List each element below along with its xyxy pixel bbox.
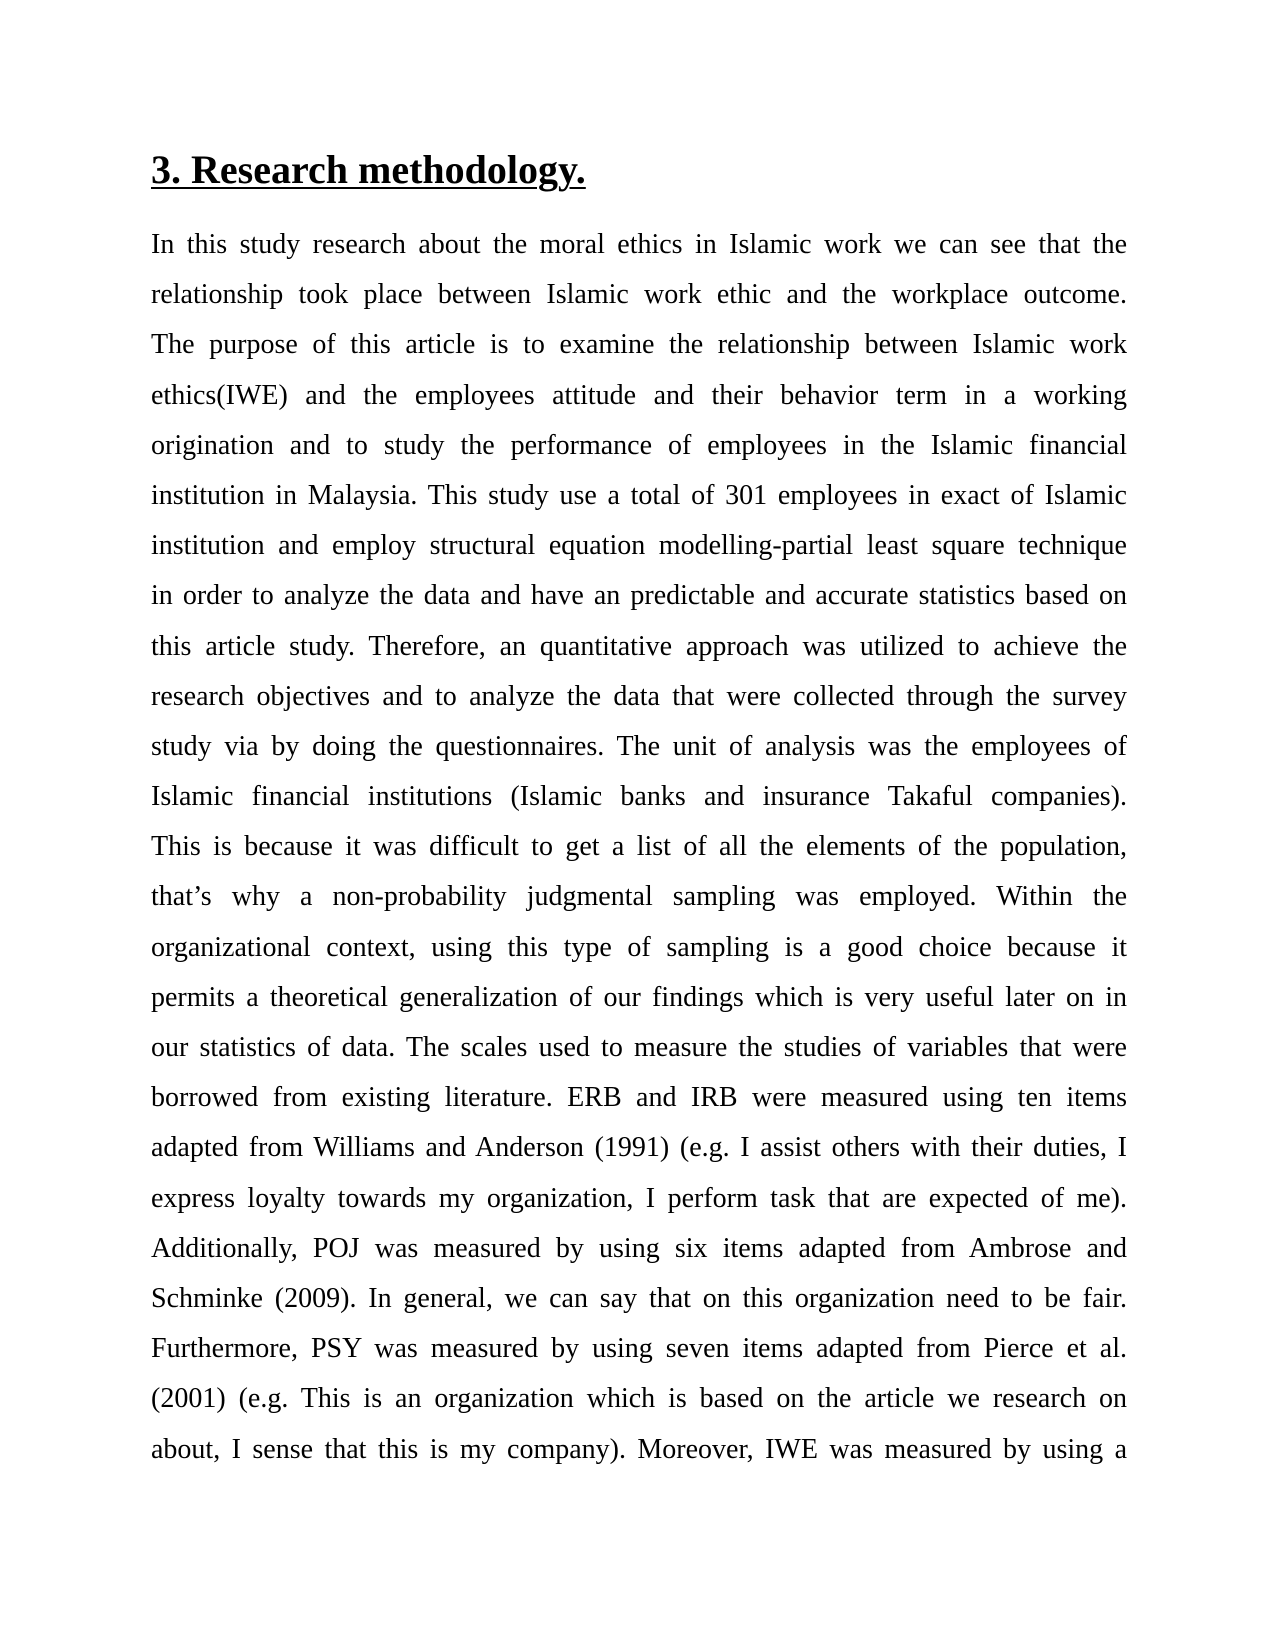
text-line: Islamic financial institutions (Islamic banks and insurance Takaful companies). [151, 781, 1127, 813]
text-line: Furthermore, PSY was measured by using seven items adapted from Pierce et al. [151, 1333, 1127, 1365]
text-line: relationship took place between Islamic work ethic and the workplace outcome. [151, 279, 1127, 311]
text-line: this article study. Therefore, an quantitative approach was utilized to achieve the [151, 630, 1127, 662]
text-line: research objectives and to analyze the data that were collected through the survey [151, 680, 1127, 712]
text-line: (2001) (e.g. This is an organization which is based on the article we research on [151, 1383, 1127, 1415]
text-line: This is because it was difficult to get a list of all the elements of the population, [151, 831, 1127, 863]
text-line: Additionally, POJ was measured by using six items adapted from Ambrose and [151, 1232, 1127, 1264]
text-line: borrowed from existing literature. ERB and IRB were measured using ten items [151, 1082, 1127, 1114]
text-line: our statistics of data. The scales used to measure the studies of variables that were [151, 1032, 1127, 1063]
text-line: study via by doing the questionnaires. The unit of analysis was the employees of [151, 730, 1127, 762]
text-line: origination and to study the performance of employees in the Islamic financial [151, 429, 1127, 461]
body-paragraph [151, 220, 1127, 1475]
text-line: Schminke (2009). In general, we can say that on this organization need to be fair. [151, 1282, 1127, 1314]
text-line: In this study research about the moral ethics in Islamic work we can see that the [151, 229, 1127, 260]
text-line: that’s why a non-probability judgmental sampling was employed. Within the [151, 881, 1127, 913]
text-line: express loyalty towards my organization, I perform task that are expected of me). [151, 1182, 1127, 1214]
section-heading: 3. Research methodology. [151, 147, 586, 192]
text-line: in order to analyze the data and have an predictable and accurate statistics based on [151, 580, 1127, 612]
text-line: permits a theoretical generalization of our findings which is very useful later on in [151, 981, 1127, 1013]
text-line: ethics(IWE) and the employees attitude and their behavior term in a working [151, 379, 1127, 411]
text-line: about, I sense that this is my company). Moreover, IWE was measured by using a [151, 1433, 1127, 1465]
text-line: adapted from Williams and Anderson (1991) (e.g. I assist others with their duties, I [151, 1132, 1127, 1164]
text-line: organizational context, using this type of sampling is a good choice because it [151, 931, 1127, 963]
text-line: institution and employ structural equation modelling-partial least square technique [151, 530, 1127, 562]
text-line: institution in Malaysia. This study use a total of 301 employees in exact of Islamic [151, 479, 1127, 511]
text-line: The purpose of this article is to examine the relationship between Islamic work [151, 329, 1127, 361]
